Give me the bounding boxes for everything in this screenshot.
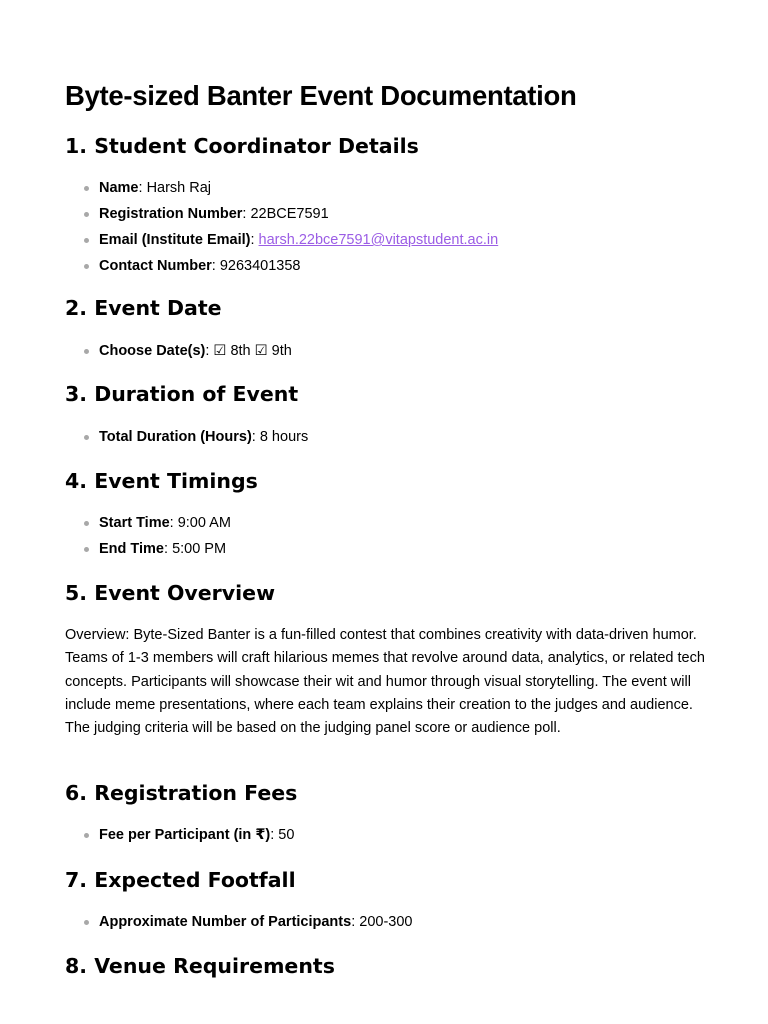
list-item-dates: Choose Date(s): ☑ 8th ☑ 9th [65,341,292,367]
fees-list [65,825,294,851]
list-item-participants: Approximate Number of Participants: 200-300 [65,912,412,938]
section-heading-overview: 5. Event Overview [65,581,276,605]
footfall-list [65,912,412,938]
duration-label: Total Duration (Hours) [99,429,252,445]
fee-value: 50 [278,827,295,843]
dates-label: Choose Date(s) [99,343,206,359]
section-heading-timings: 4. Event Timings [65,469,258,493]
email-label: Email (Institute Email) [99,232,251,248]
contact-label: Contact Number [99,258,212,274]
timings-list [65,513,231,565]
document-title: Byte-sized Banter Event Documentation [65,80,577,111]
participants-label: Approximate Number of Participants [99,914,352,930]
end-time-label: End Time [99,541,164,557]
participants-value: 200-300 [359,914,413,930]
email-link[interactable]: harsh.22bce7591@vitapstudent.ac.in [258,232,499,248]
section-heading-fees: 6. Registration Fees [65,781,298,805]
overview-paragraph: Overview: Byte-Sized Banter is a fun-filled contest that combines creativity with data-driven humor. Teams of 1-3 members will craft hilarious memes that revolve around data, analytics, or related tech concepts. Participants will showcase their wit and humor through visual storytelling. The event will include meme presentations, where each team explains their creation to the judges and audience. The judging criteria will be based on the judging panel score or audience poll. [65,627,705,737]
bullet-icon [84,186,89,191]
name-label: Name [99,180,139,196]
fee-label: Fee per Participant (in ₹) [99,827,271,843]
contact-value: 9263401358 [219,258,301,274]
event-date-list [65,341,292,367]
list-item-name: Name: Harsh Raj [65,178,498,204]
list-item-contact: Contact Number: 9263401358 [65,256,498,282]
bullet-icon [84,547,89,552]
registration-label: Registration Number [99,206,243,222]
registration-value: 22BCE7591 [250,206,329,222]
bullet-icon [84,264,89,269]
coordinator-details-list [65,178,498,282]
duration-list [65,427,308,453]
bullet-icon [84,521,89,526]
section-heading-venue: 8. Venue Requirements [65,954,335,978]
bullet-icon [84,238,89,243]
list-item-end-time: End Time: 5:00 PM [65,539,231,565]
end-time-value: 5:00 PM [172,541,227,557]
list-item-fee: Fee per Participant (in ₹): 50 [65,825,294,851]
list-item-registration: Registration Number: 22BCE7591 [65,204,498,230]
list-item-duration: Total Duration (Hours): 8 hours [65,427,308,453]
bullet-icon [84,349,89,354]
name-value: Harsh Raj [146,180,212,196]
bullet-icon [84,920,89,925]
bullet-icon [84,212,89,217]
start-time-label: Start Time [99,515,170,531]
section-heading-event-date: 2. Event Date [65,296,222,320]
section-heading-coordinator: 1. Student Coordinator Details [65,134,419,158]
start-time-value: 9:00 AM [177,515,231,531]
bullet-icon [84,435,89,440]
list-item-email: Email (Institute Email): harsh.22bce7591@vitapstudent.ac.in [65,230,498,256]
section-heading-footfall: 7. Expected Footfall [65,868,296,892]
section-heading-duration: 3. Duration of Event [65,382,299,406]
list-item-start-time: Start Time: 9:00 AM [65,513,231,539]
bullet-icon [84,833,89,838]
duration-value: 8 hours [259,429,309,445]
dates-value: ☑ 8th ☑ 9th [213,343,292,359]
